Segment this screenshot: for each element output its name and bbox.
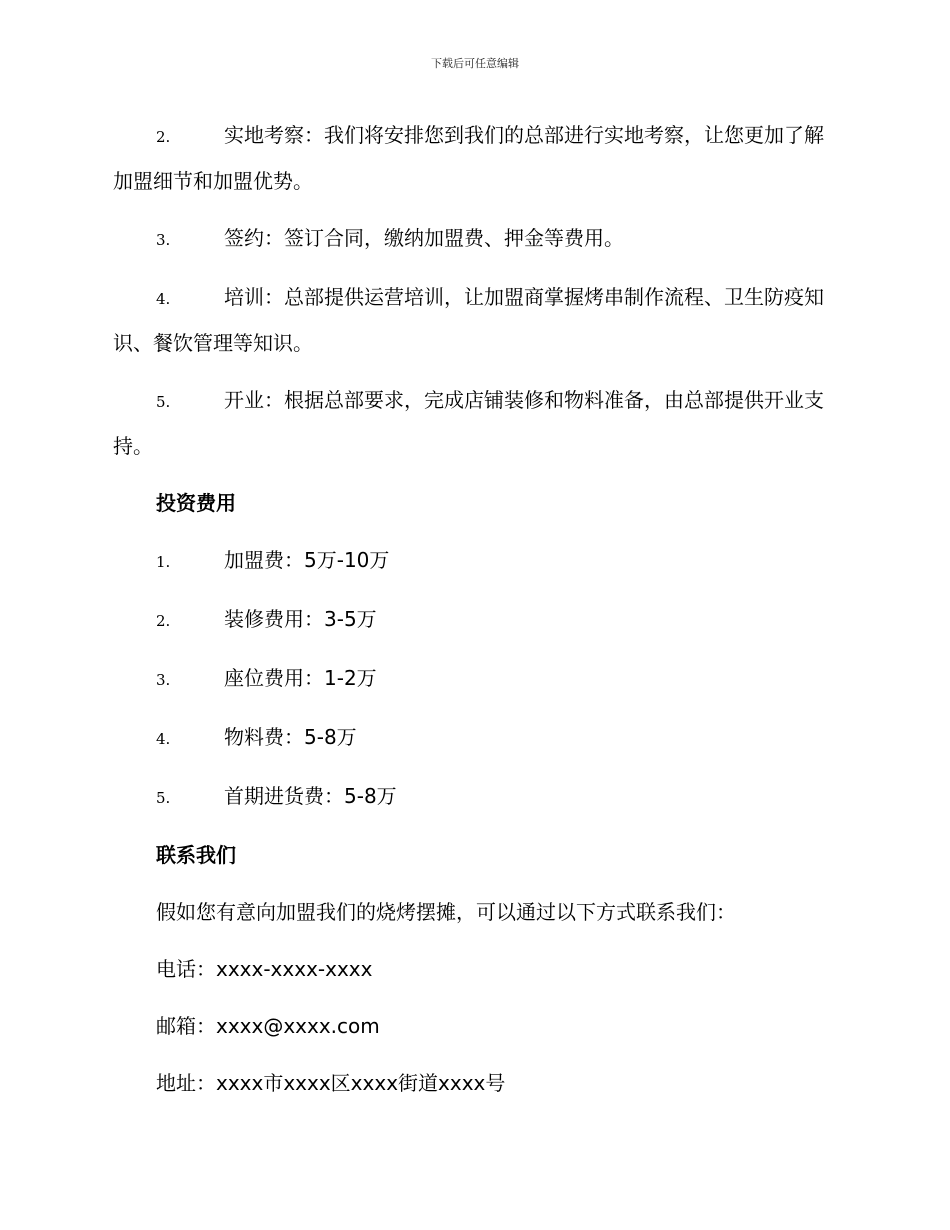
step-text: 实地考察：我们将安排您到我们的总部进行实地考察，让您更加了解加盟细节和加盟优势。 bbox=[113, 123, 824, 193]
step-text: 签约：签订合同，缴纳加盟费、押金等费用。 bbox=[224, 226, 624, 250]
cost-text: 座位费用：1-2万 bbox=[224, 666, 377, 690]
contact-intro: 假如您有意向加盟我们的烧烤摆摊，可以通过以下方式联系我们： bbox=[156, 900, 736, 924]
cost-text: 装修费用：3-5万 bbox=[224, 607, 377, 631]
step-item bbox=[113, 378, 835, 468]
step-number: 3. bbox=[156, 231, 171, 249]
cost-text: 首期进货费：5-8万 bbox=[224, 784, 397, 808]
contact-address: 地址：xxxx市xxxx区xxxx街道xxxx号 bbox=[156, 1071, 506, 1095]
step-item bbox=[113, 275, 835, 365]
cost-item bbox=[113, 597, 835, 643]
page-header: 下载后可任意编辑 bbox=[431, 57, 519, 70]
step-number: 5. bbox=[156, 393, 171, 411]
contact-email: 邮箱：xxxx@xxxx.com bbox=[156, 1014, 380, 1038]
cost-text: 加盟费：5万-10万 bbox=[224, 548, 390, 572]
contact-phone: 电话：xxxx-xxxx-xxxx bbox=[156, 957, 373, 981]
cost-number: 2. bbox=[156, 612, 171, 630]
cost-number: 4. bbox=[156, 730, 171, 748]
cost-number: 5. bbox=[156, 789, 171, 807]
cost-number: 3. bbox=[156, 671, 171, 689]
step-text: 培训：总部提供运营培训，让加盟商掌握烤串制作流程、卫生防疫知识、餐饮管理等知识。 bbox=[113, 285, 824, 355]
document-body bbox=[113, 113, 835, 1118]
contact-heading: 联系我们 bbox=[156, 843, 236, 867]
cost-item bbox=[113, 656, 835, 702]
step-item bbox=[113, 113, 835, 203]
cost-text: 物料费：5-8万 bbox=[224, 725, 357, 749]
step-text: 开业：根据总部要求，完成店铺装修和物料准备，由总部提供开业支持。 bbox=[113, 388, 824, 458]
cost-item bbox=[113, 715, 835, 761]
cost-item bbox=[113, 774, 835, 820]
step-item bbox=[113, 216, 835, 262]
investment-heading: 投资费用 bbox=[156, 491, 236, 515]
cost-item bbox=[113, 538, 835, 584]
step-number: 2. bbox=[156, 128, 171, 146]
step-number: 4. bbox=[156, 290, 171, 308]
cost-number: 1. bbox=[156, 553, 171, 571]
